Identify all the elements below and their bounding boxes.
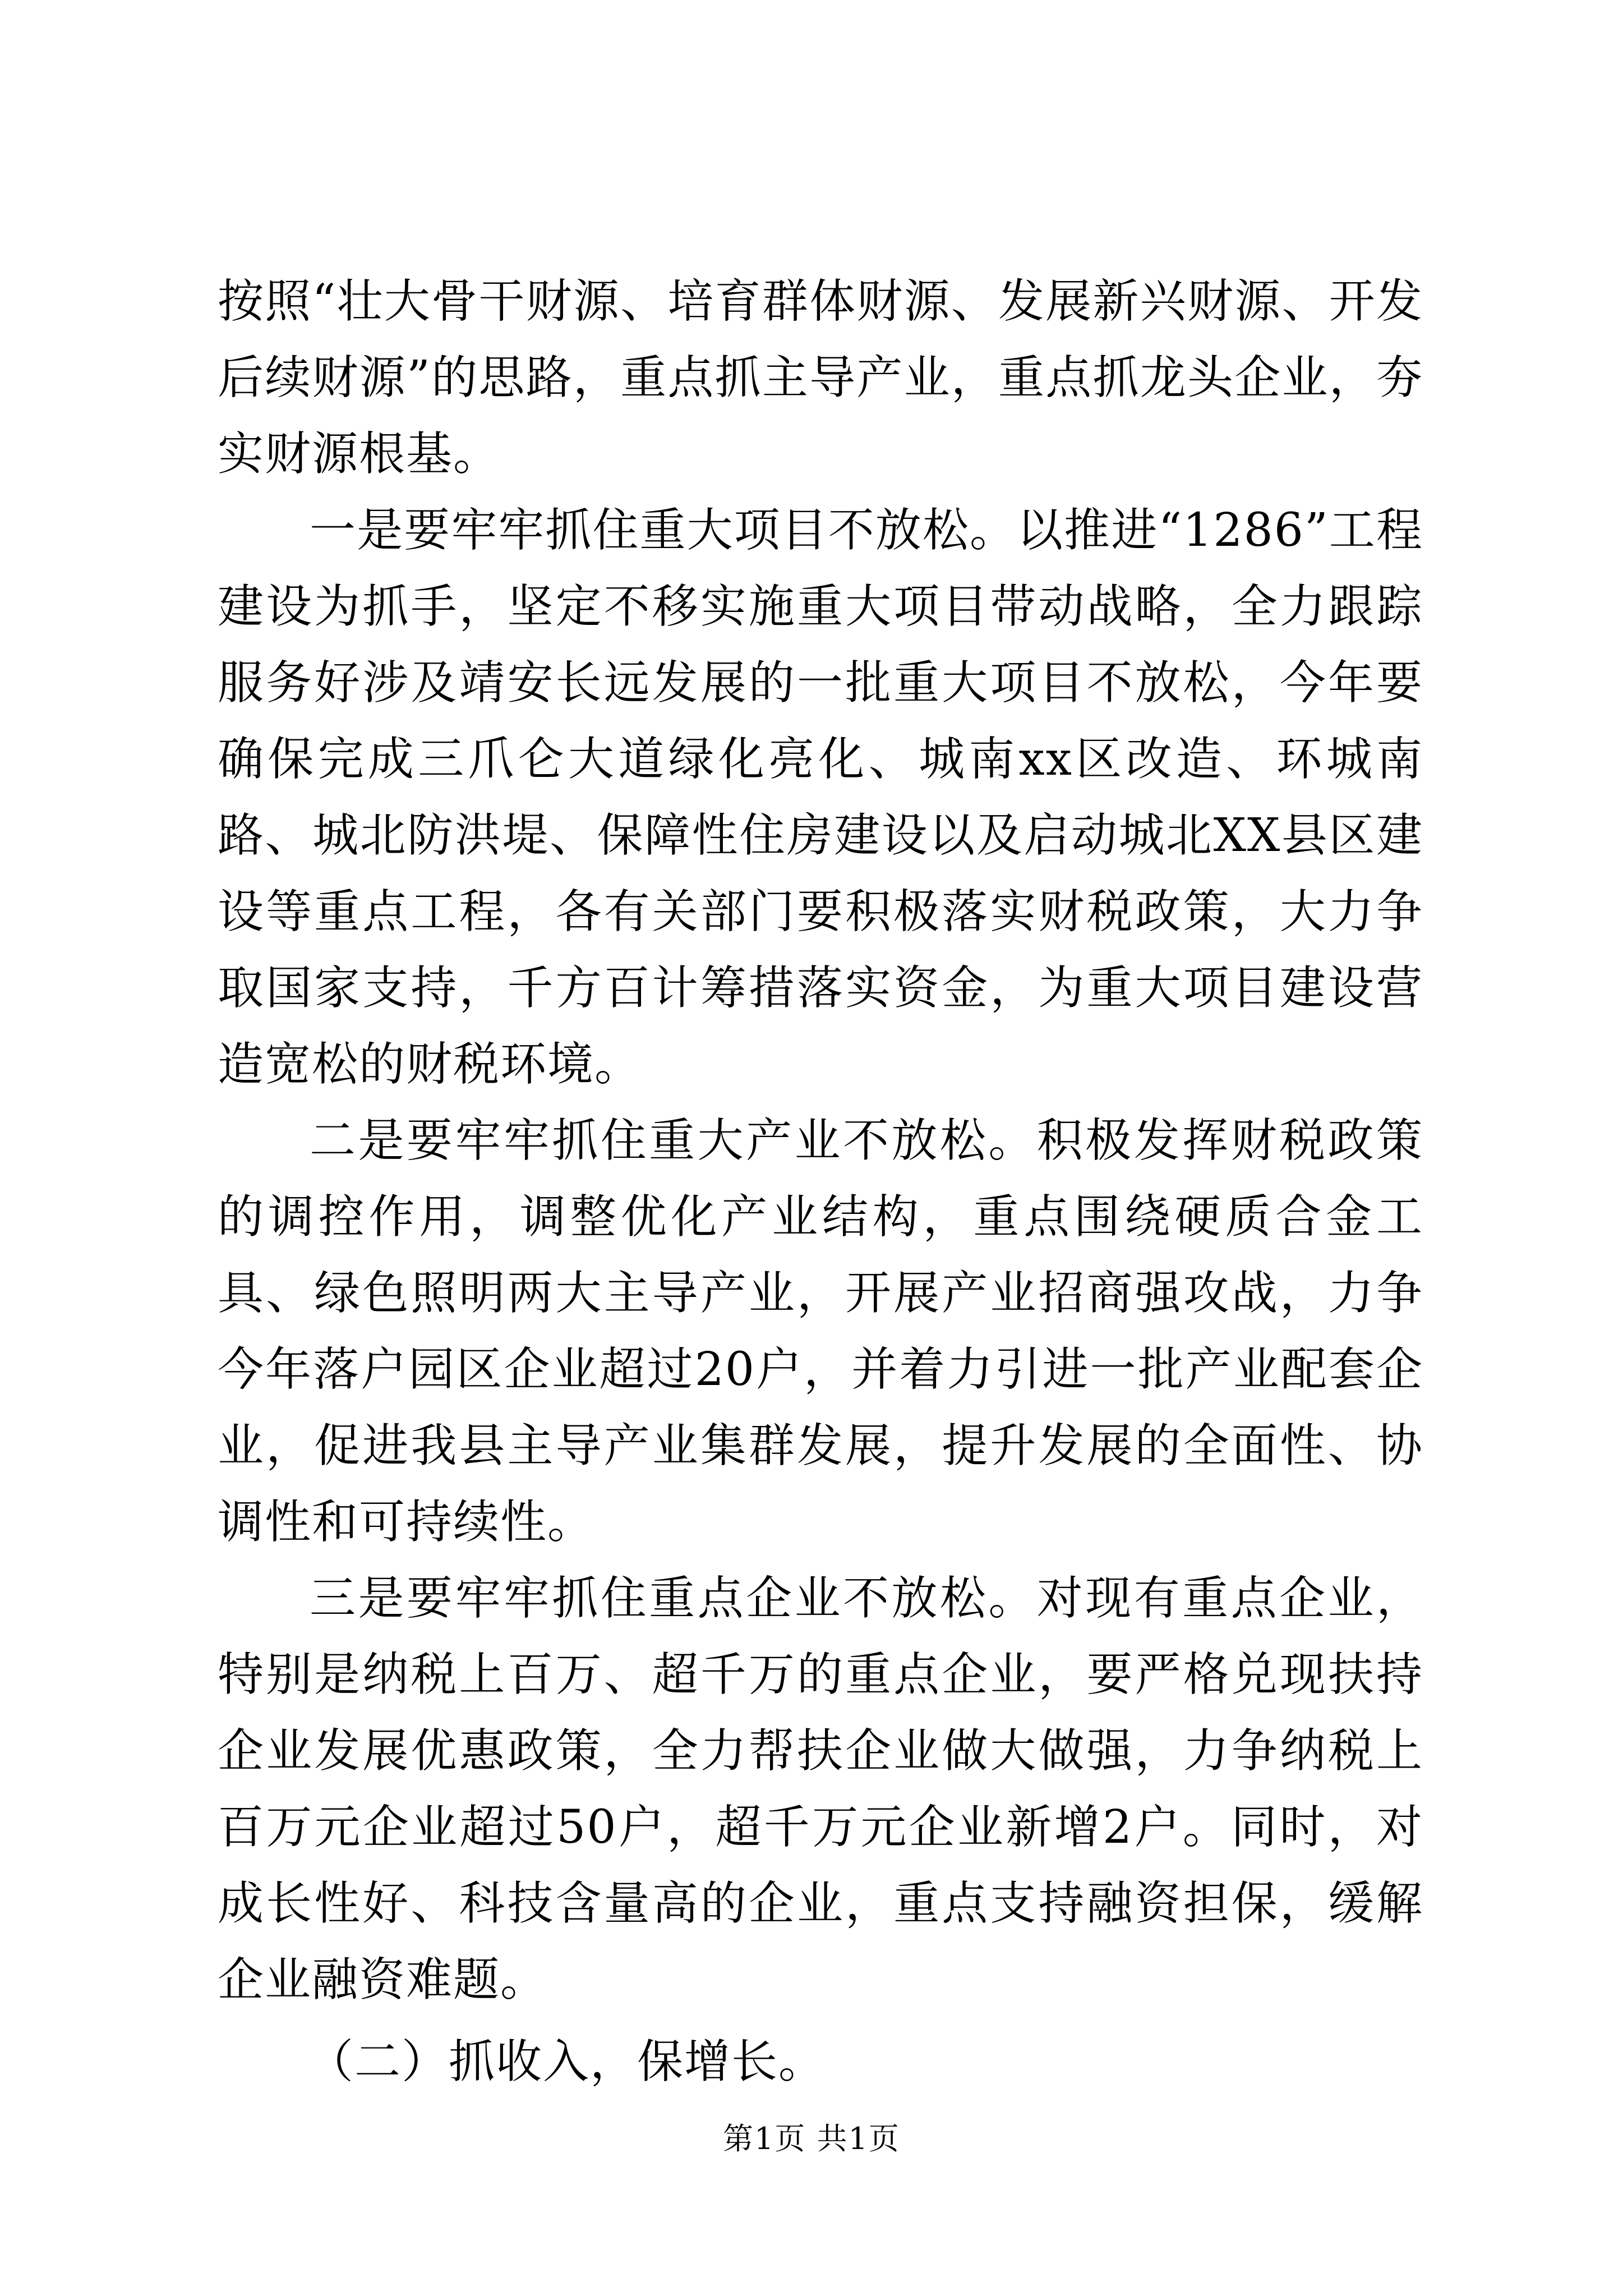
page-footer: 第1页 共1页: [723, 2121, 900, 2156]
paragraph-continuation: 按照“壮大骨干财源、培育群体财源、发展新兴财源、开发后续财源”的思路，重点抓主导产业，重点抓龙头企业，夯实财源根基。: [218, 275, 1423, 481]
section-heading: （二）抓收入，保增长。: [307, 2035, 826, 2088]
document-body: [218, 264, 1423, 2100]
paragraph-key-enterprises: 三是要牢牢抓住重点企业不放松。对现有重点企业，特别是纳税上百万、超千万的重点企业，要严格兑现扶持企业发展优惠政策，全力帮扶企业做大做强，力争纳税上百万元企业超过50户，超千万元企业新增2户。同时，对成长性好、科技含量高的企业，重点支持融资担保，缓解企业融资难题。: [218, 1572, 1423, 2007]
paragraph-major-projects: 一是要牢牢抓住重大项目不放松。以推进“1286”工程建设为抓手，坚定不移实施重大项目带动战略，全力跟踪服务好涉及靖安长远发展的一批重大项目不放松，今年要确保完成三爪仑大道绿化亮化、城南xx区改造、环城南路、城北防洪堤、保障性住房建设以及启动城北XX县区建设等重点工程，各有关部门要积极落实财税政策，大力争取国家支持，千方百计筹措落实资金，为重大项目建设营造宽松的财税环境。: [218, 504, 1423, 1091]
paragraph-major-industries: 二是要牢牢抓住重大产业不放松。积极发挥财税政策的调控作用，调整优化产业结构，重点围绕硬质合金工具、绿色照明两大主导产业，开展产业招商强攻战，力争今年落户园区企业超过20户，并着力引进一批产业配套企业，促进我县主导产业集群发展，提升发展的全面性、协调性和可持续性。: [218, 1114, 1423, 1549]
